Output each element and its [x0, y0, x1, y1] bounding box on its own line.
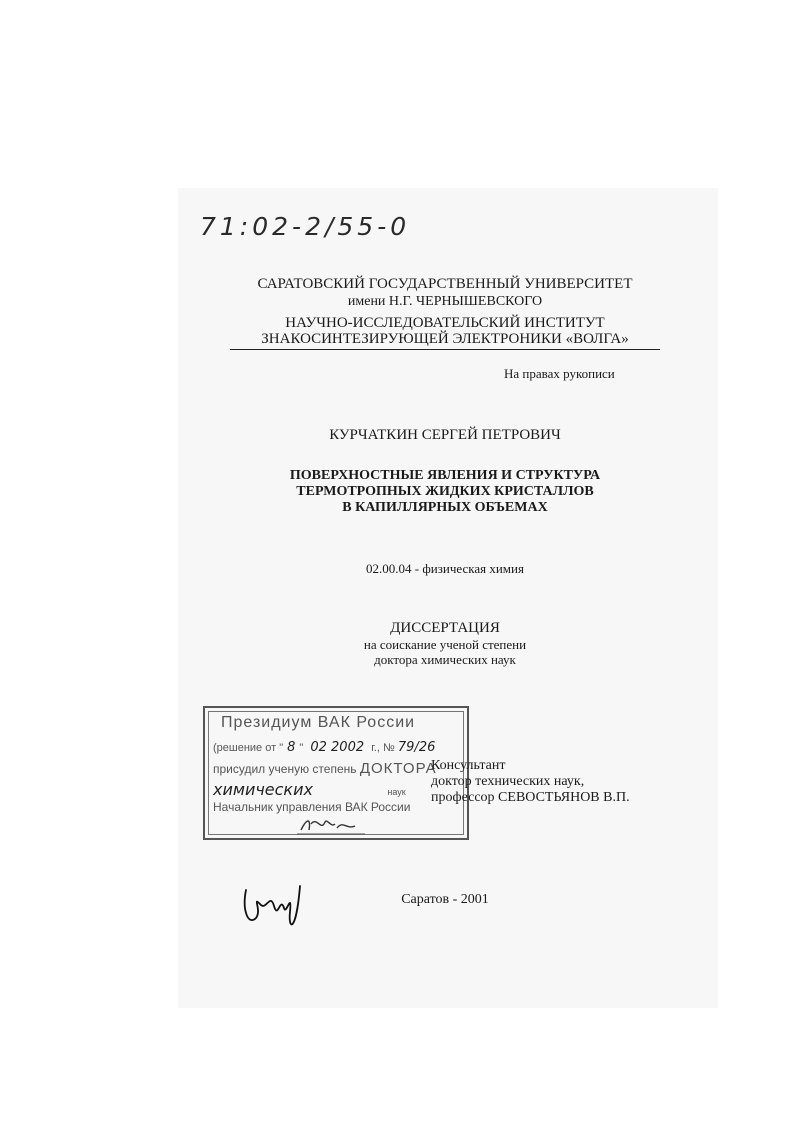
stamp-decision-day: 8 — [287, 740, 296, 755]
stamp-title: Президиум ВАК России — [221, 714, 416, 731]
university-named-after: имени Н.Г. ЧЕРНЫШЕВСКОГО — [347, 294, 543, 309]
dissertation-line-1: на соискание ученой степени — [363, 637, 527, 652]
institute-line-2: ЗНАКОСИНТЕЗИРУЮЩЕЙ ЭЛЕКТРОНИКИ «ВОЛГА» — [261, 331, 629, 347]
manuscript-rights: На правах рукописи — [504, 366, 615, 381]
thesis-title-line-1: ПОВЕРХНОСТНЫЕ ЯВЛЕНИЯ И СТРУКТУРА — [289, 468, 601, 483]
stamp-signature-icon — [297, 814, 367, 836]
stamp-science-handwritten: химических — [213, 780, 313, 799]
stamp-decision — [213, 740, 435, 755]
stamp-decision-number: 79/26 — [397, 740, 436, 755]
header-divider — [230, 349, 660, 350]
stamp-decision-prefix: (решение от " — [213, 742, 284, 754]
archive-number: 71:02-2/55-0 — [200, 212, 411, 241]
institute-line-1: НАУЧНО-ИССЛЕДОВАТЕЛЬСКИЙ ИНСТИТУТ — [285, 315, 605, 331]
thesis-title-line-2: ТЕРМОТРОПНЫХ ЖИДКИХ КРИСТАЛЛОВ — [296, 484, 594, 499]
stamp-degree-type: ДОКТОРА — [359, 760, 437, 777]
thesis-title-line-3: В КАПИЛЛЯРНЫХ ОБЪЕМАХ — [342, 500, 548, 515]
stamp-science-label: наук — [387, 787, 406, 797]
stamp-awarded — [213, 760, 437, 777]
stamp-decision-year-suffix: г., № — [371, 742, 395, 754]
stamp-decision-date: 02 2002 — [310, 740, 365, 755]
university-name: САРАТОВСКИЙ ГОСУДАРСТВЕННЫЙ УНИВЕРСИТЕТ — [257, 276, 633, 292]
consultant-role: Консультант — [431, 758, 506, 773]
place-year: Саратов - 2001 — [401, 892, 489, 907]
vak-stamp — [203, 706, 469, 840]
specialty: 02.00.04 - физическая химия — [366, 561, 524, 576]
stamp-science — [213, 780, 406, 800]
consultant-degree: доктор технических наук, — [431, 774, 585, 789]
dissertation-line-2: доктора химических наук — [374, 652, 516, 667]
dissertation-heading: ДИССЕРТАЦИЯ — [390, 620, 500, 636]
author-signature-icon — [240, 882, 310, 940]
author-name: КУРЧАТКИН СЕРГЕЙ ПЕТРОВИЧ — [329, 427, 561, 443]
stamp-head: Начальник управления ВАК России — [213, 800, 411, 814]
consultant-name: профессор СЕВОСТЬЯНОВ В.П. — [431, 790, 630, 805]
stamp-awarded-label: присудил ученую степень — [213, 762, 357, 776]
stamp-decision-mid: " — [299, 742, 304, 754]
